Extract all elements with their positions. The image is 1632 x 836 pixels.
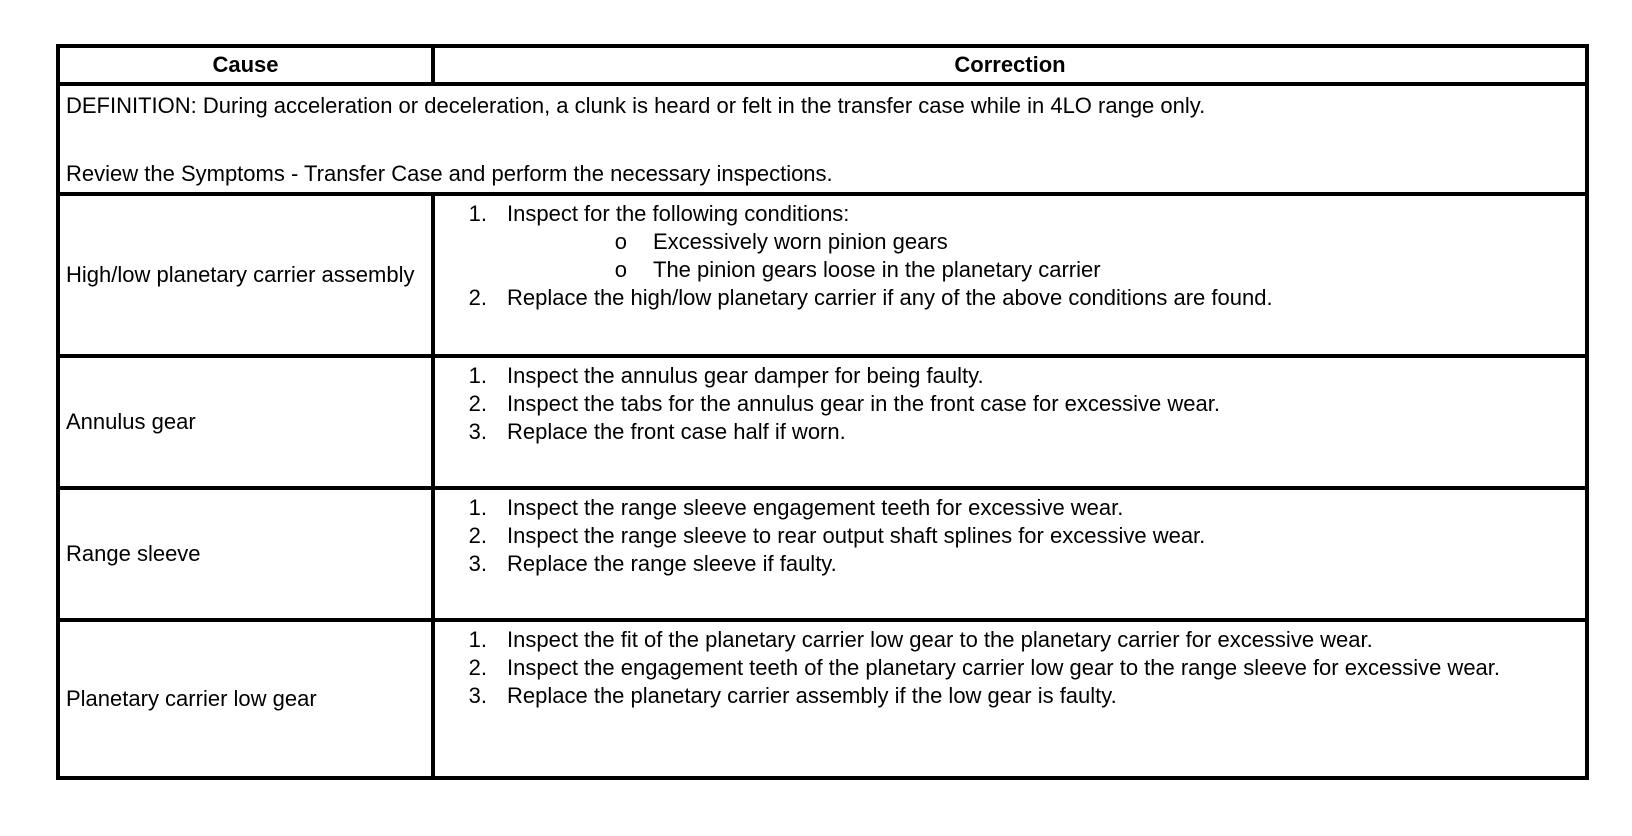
- step-text: Inspect the range sleeve to rear output shaft splines for excessive wear.: [507, 523, 1206, 548]
- step-text: Inspect the engagement teeth of the planetary carrier low gear to the range sleeve for excessive wear.: [507, 655, 1501, 680]
- header-correction: Correction: [433, 46, 1587, 84]
- step-text: Inspect for the following conditions:: [507, 201, 850, 226]
- step-text: Inspect the fit of the planetary carrier low gear to the planetary carrier for excessive wear.: [507, 627, 1373, 652]
- sub-item: [441, 228, 1579, 256]
- cause-cell: Range sleeve: [58, 488, 433, 620]
- definition-text: DEFINITION: During acceleration or deceleration, a clunk is heard or felt in the transfer case while in 4LO range only.: [66, 93, 1206, 118]
- step-item: [441, 362, 1579, 390]
- step-list: [441, 200, 1579, 312]
- step-item: [441, 682, 1579, 710]
- correction-cell: [433, 488, 1587, 620]
- diagnostic-table: [56, 44, 1589, 780]
- step-number: 2.: [468, 391, 487, 416]
- step-number: 3.: [468, 683, 487, 708]
- step-item: [441, 522, 1579, 550]
- step-number: 2.: [468, 285, 487, 310]
- step-item: [441, 494, 1579, 522]
- step-text: Inspect the annulus gear damper for being faulty.: [507, 363, 984, 388]
- step-item: [441, 626, 1579, 654]
- step-number: 2.: [468, 523, 487, 548]
- cause-cell: High/low planetary carrier assembly: [58, 194, 433, 356]
- step-text: Inspect the range sleeve engagement teeth for excessive wear.: [507, 495, 1124, 520]
- table-row: [58, 620, 1587, 778]
- header-cause: Cause: [58, 46, 433, 84]
- step-text: Replace the front case half if worn.: [507, 419, 846, 444]
- step-list: [441, 494, 1579, 578]
- step-number: 1.: [468, 495, 487, 520]
- step-item: [441, 284, 1579, 312]
- step-text: Replace the planetary carrier assembly if the low gear is faulty.: [507, 683, 1117, 708]
- bullet-marker: o: [614, 229, 627, 254]
- bullet-marker: o: [614, 257, 627, 282]
- step-item: [441, 390, 1579, 418]
- step-list: [441, 362, 1579, 446]
- definition-spacer: [66, 120, 1579, 160]
- step-number: 1.: [468, 201, 487, 226]
- correction-cell: [433, 194, 1587, 356]
- header-row: [58, 46, 1587, 84]
- table-row: [58, 356, 1587, 488]
- step-item: [441, 654, 1579, 682]
- step-list: [441, 626, 1579, 710]
- definition-row: [58, 84, 1587, 194]
- definition-instruction: Review the Symptoms - Transfer Case and perform the necessary inspections.: [66, 161, 833, 186]
- diagnostic-sheet: [56, 44, 1585, 812]
- sub-item-text: Excessively worn pinion gears: [653, 229, 948, 254]
- step-item: [441, 550, 1579, 578]
- step-number: 1.: [468, 627, 487, 652]
- step-number: 1.: [468, 363, 487, 388]
- step-number: 3.: [468, 419, 487, 444]
- step-number: 2.: [468, 655, 487, 680]
- definition-cell: [58, 84, 1587, 194]
- sub-item-text: The pinion gears loose in the planetary carrier: [653, 257, 1101, 282]
- step-item: [441, 418, 1579, 446]
- table-row: [58, 488, 1587, 620]
- step-text: Replace the range sleeve if faulty.: [507, 551, 837, 576]
- step-text: Replace the high/low planetary carrier if any of the above conditions are found.: [507, 285, 1273, 310]
- step-number: 3.: [468, 551, 487, 576]
- step-text: Inspect the tabs for the annulus gear in the front case for excessive wear.: [507, 391, 1220, 416]
- step-item: [441, 200, 1579, 228]
- table-row: [58, 194, 1587, 356]
- correction-cell: [433, 356, 1587, 488]
- cause-cell: Planetary carrier low gear: [58, 620, 433, 778]
- correction-cell: [433, 620, 1587, 778]
- cause-cell: Annulus gear: [58, 356, 433, 488]
- sub-item: [441, 256, 1579, 284]
